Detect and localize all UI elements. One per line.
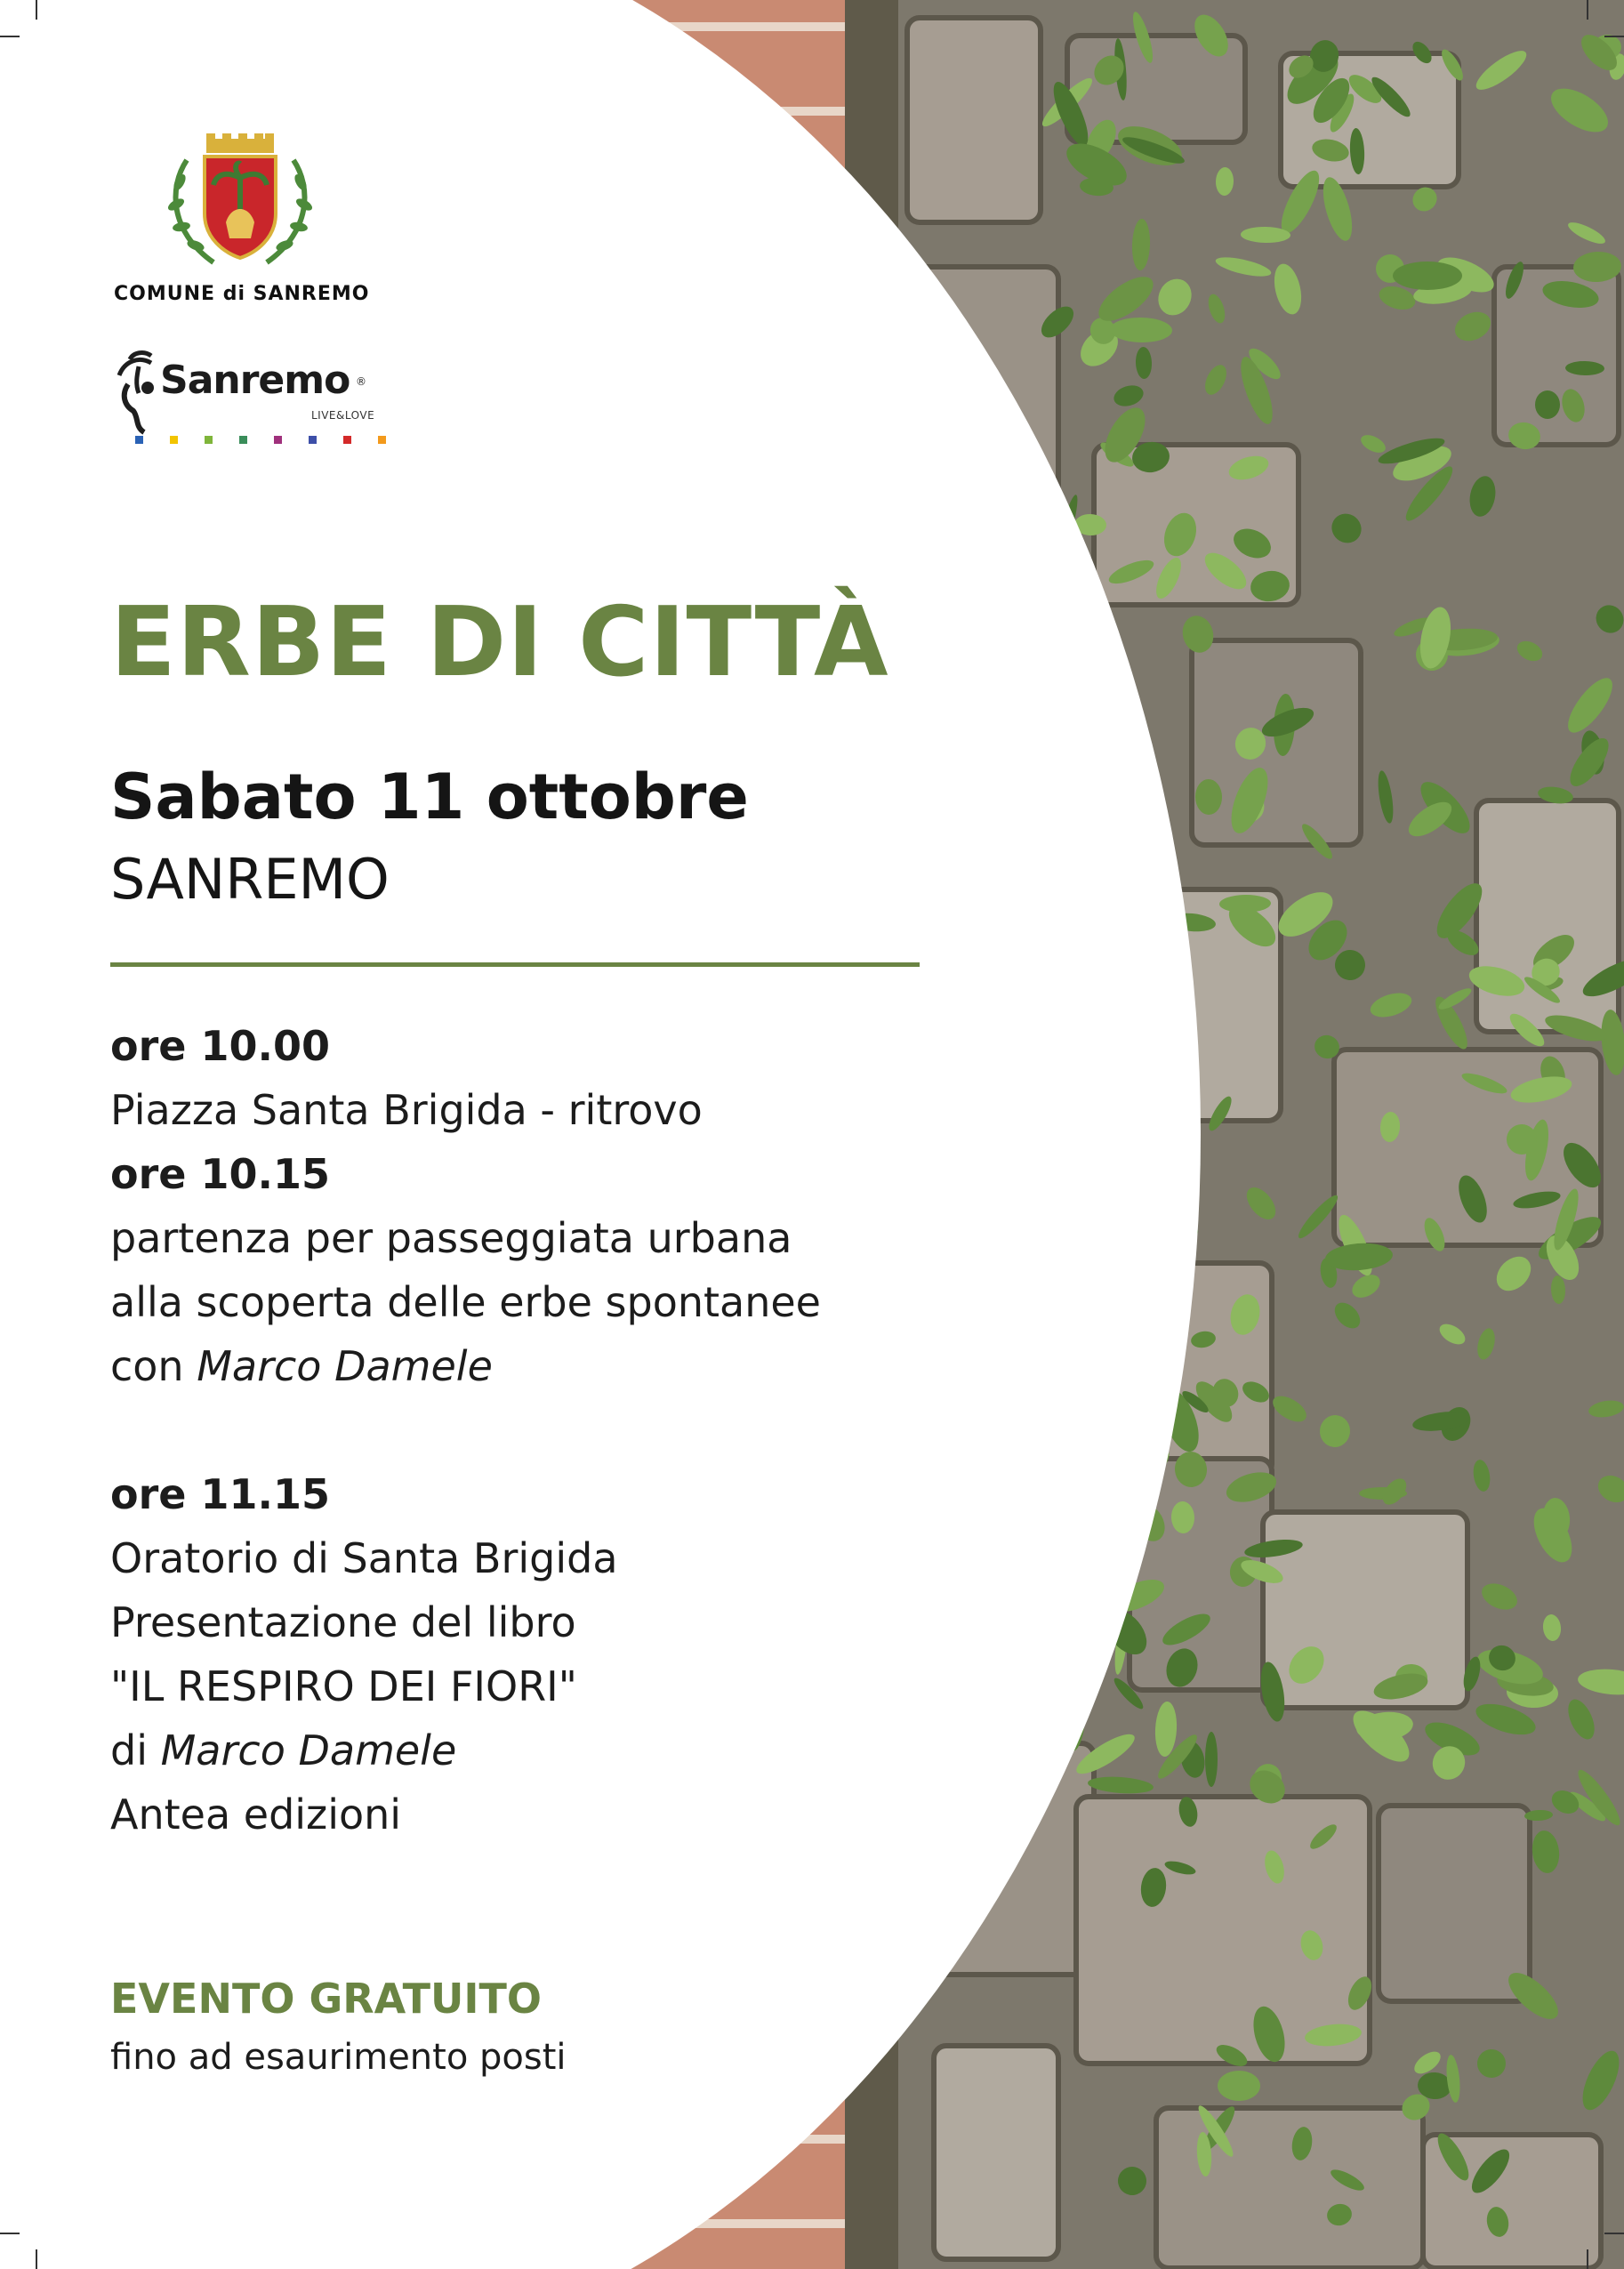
color-dot [343,436,351,444]
crop-mark [0,2233,20,2234]
book-author-line [110,1718,1000,1782]
color-dot [378,436,386,444]
event-city: SANREMO [110,847,390,912]
schedule-text: partenza per passeggiata urbana [110,1214,792,1262]
guide-name: Marco Damele [197,1342,493,1390]
schedule-text: alla scoperta delle erbe spontanee [110,1278,821,1326]
crop-mark [0,36,20,37]
crop-mark [1604,2233,1624,2234]
schedule-text: Oratorio di Santa Brigida [110,1534,618,1582]
color-dot [309,436,317,444]
title-divider [110,962,920,967]
color-dot [274,436,282,444]
color-dot [239,436,247,444]
crop-mark [1587,2249,1588,2269]
author-prefix: di [110,1726,161,1774]
event-date: Sabato 11 ottobre [110,760,749,833]
registered-mark: ® [356,375,366,388]
schedule-time: ore 10.00 [110,1022,331,1070]
crop-mark [36,2249,37,2269]
schedule-text: Presentazione del libro [110,1598,576,1646]
schedule [110,1014,1000,1847]
free-event-note: fino ad esaurimento posti [110,2037,567,2078]
free-event-label: EVENTO GRATUITO [110,1975,542,2023]
sanremo-tagline: LIVE&LOVE [311,409,375,422]
schedule-guide-line [110,1334,1000,1398]
schedule-text: Piazza Santa Brigida - ritrovo [110,1086,703,1134]
event-title: ERBE DI CITTÀ [110,587,889,698]
color-dot [205,436,213,444]
sanremo-wordmark: Sanremo [160,358,350,403]
crop-mark [36,0,37,20]
schedule-time: ore 10.15 [110,1150,331,1198]
guide-prefix: con [110,1342,197,1390]
publisher: Antea edizioni [110,1790,402,1839]
crop-mark [1587,0,1588,20]
book-title: "IL RESPIRO DEI FIORI" [110,1662,577,1710]
color-dot [135,436,143,444]
author-name: Marco Damele [160,1726,457,1774]
comune-label: COMUNE di SANREMO [114,283,370,305]
crop-mark [1604,36,1624,37]
comune-crest-logo [151,133,329,276]
brand-color-dots [135,436,386,444]
color-dot [170,436,178,444]
schedule-time: ore 11.15 [110,1470,331,1518]
